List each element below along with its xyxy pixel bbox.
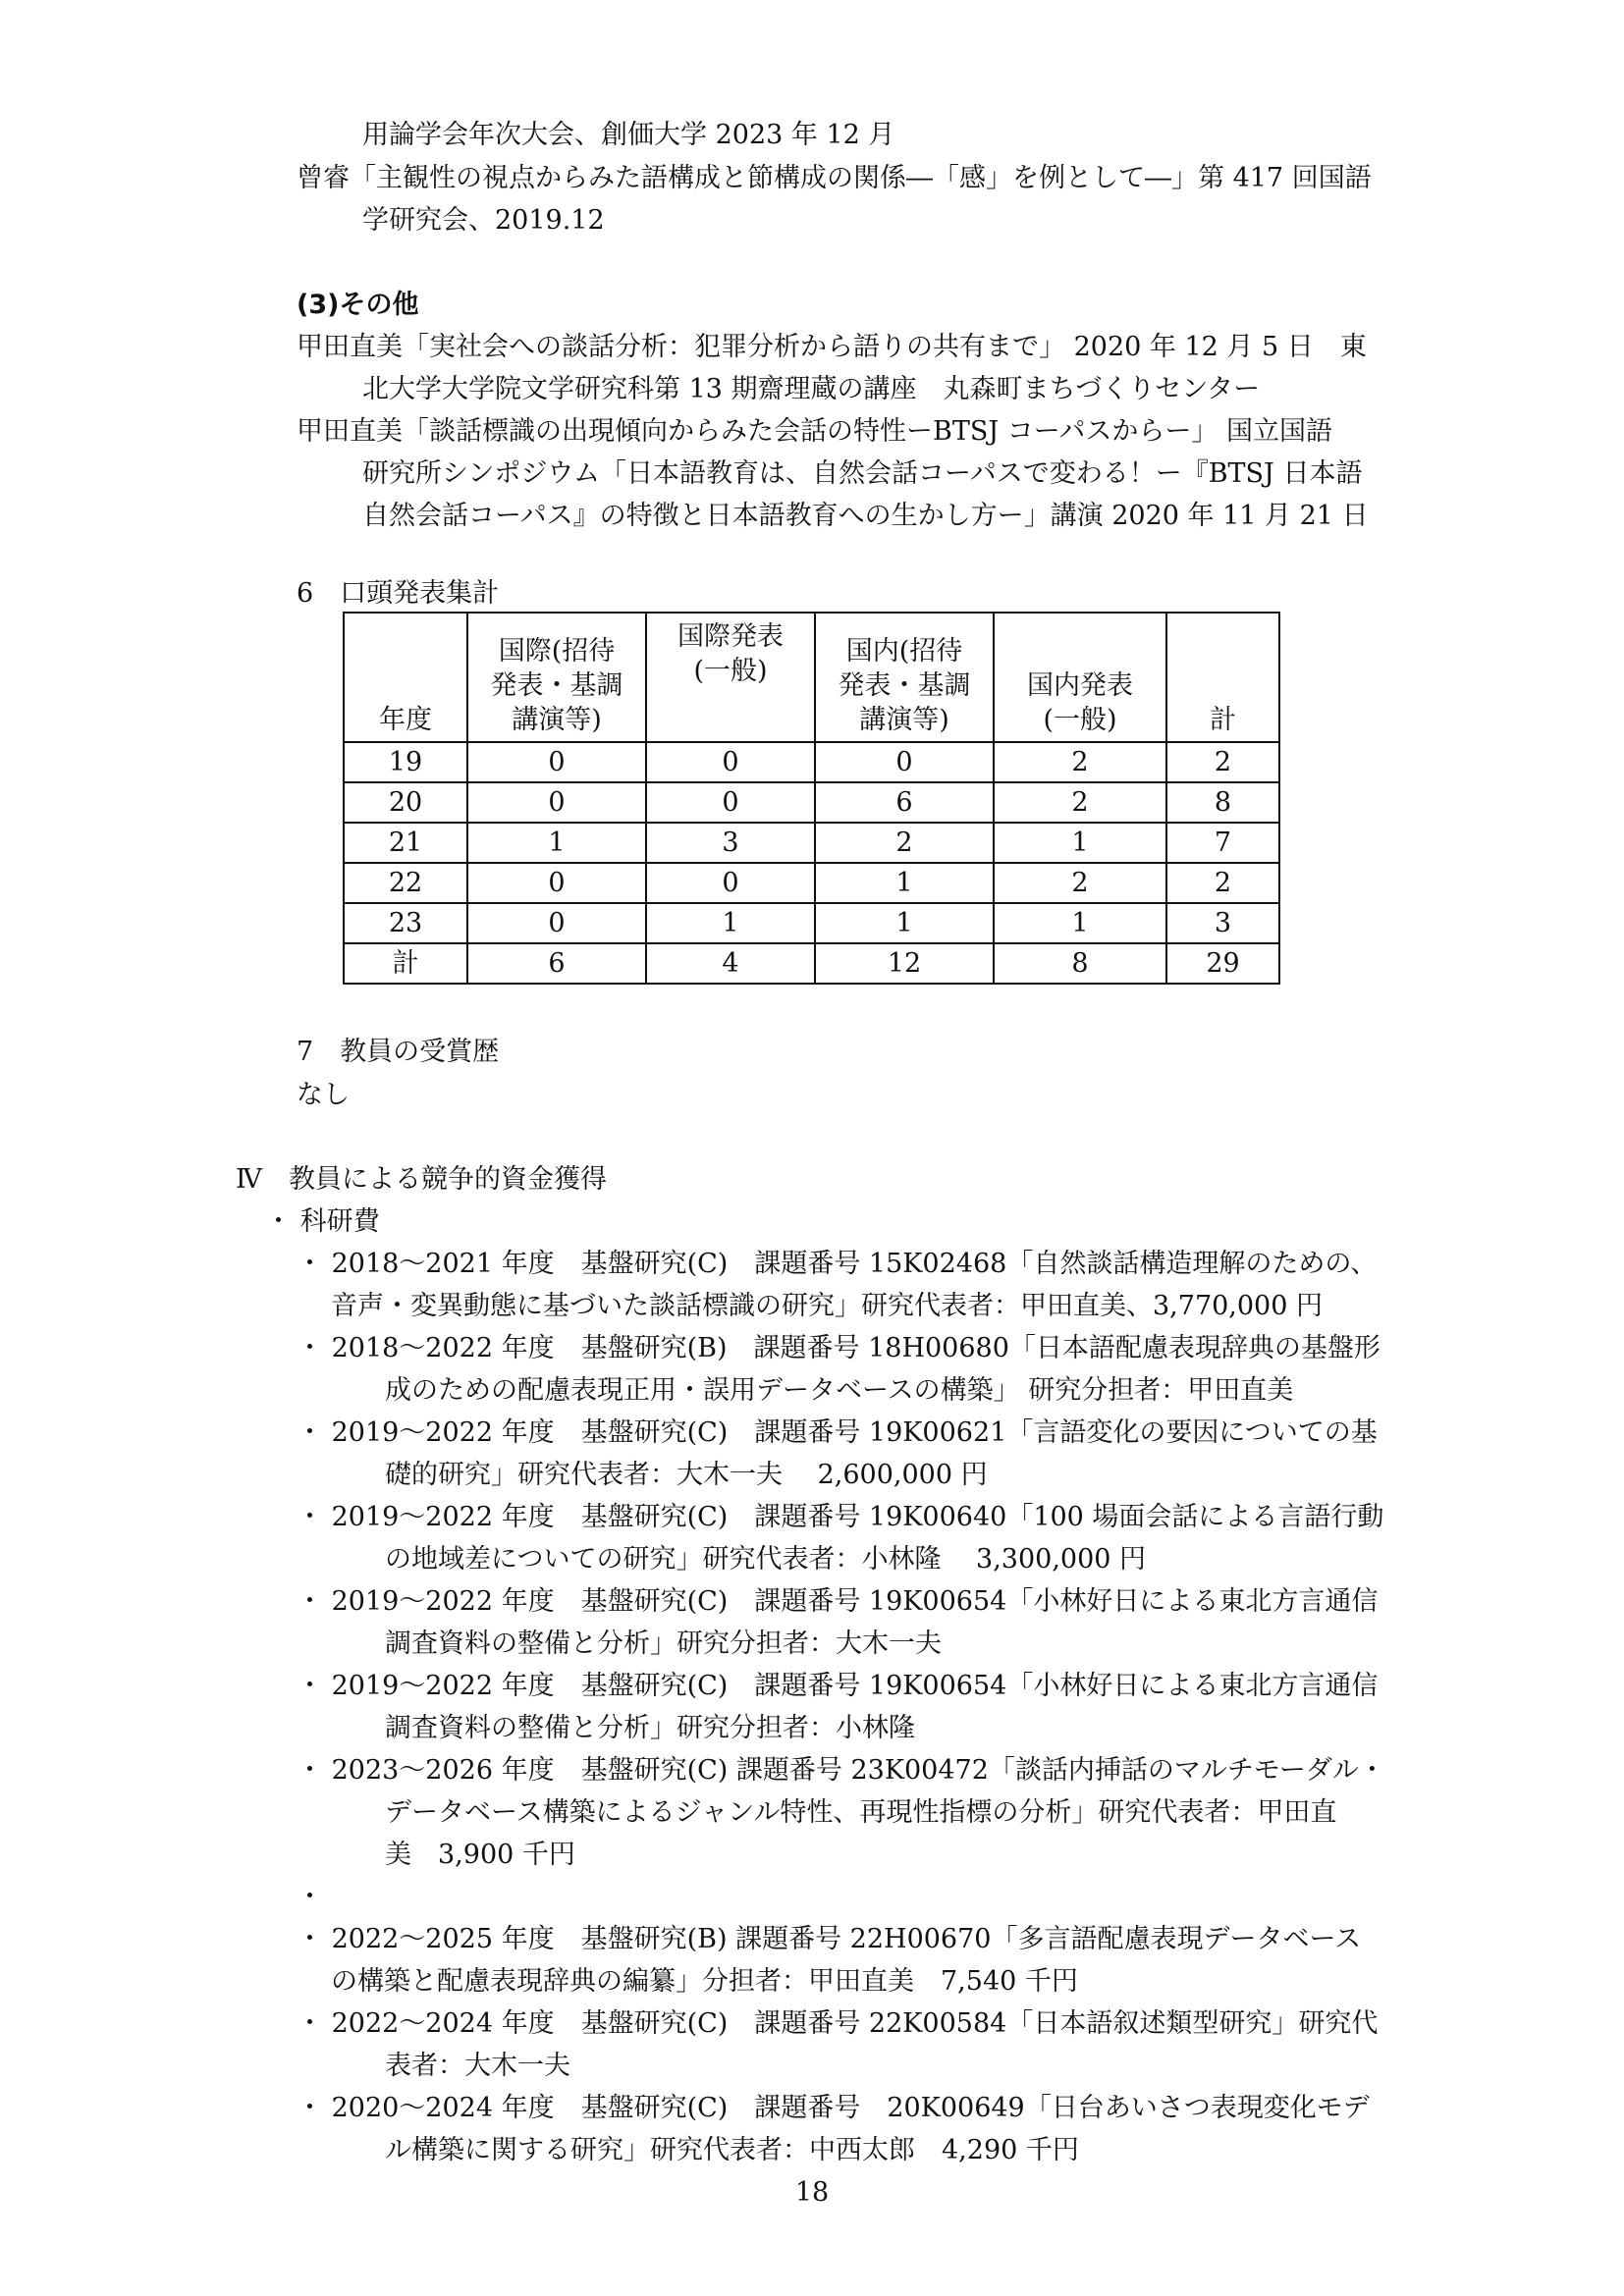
cell-dom-invited: 1 — [815, 903, 994, 943]
cell-total: 8 — [1166, 782, 1279, 823]
cell-total: 2 — [1166, 742, 1279, 782]
entry-other-2-line-1: 甲田直美「談話標識の出現傾向からみた会話の特性ーBTSJ コーパスからー」 国立国語 — [297, 416, 1332, 447]
table-total-row — [344, 943, 1279, 984]
cell-dom-general: 2 — [994, 863, 1166, 903]
header-year: 年度 — [344, 613, 467, 742]
cell-dom-invited: 2 — [815, 823, 994, 863]
table-row — [344, 823, 1279, 863]
cell-dom-general: 2 — [994, 782, 1166, 823]
section-7-title: 7 教員の受賞歴 — [297, 1037, 500, 1067]
entry-zeng-line-2: 学研究会、2019.12 — [362, 205, 605, 236]
prev-entry-continuation: 用論学会年次大会、創価大学 2023 年 12 月 — [362, 120, 895, 150]
grant-4-line-1: ・ 2019～2022 年度 基盤研究(C) 課題番号 19K00640「100 場面会話による言語行動 — [297, 1502, 1384, 1532]
grant-3-line-1: ・ 2019～2022 年度 基盤研究(C) 課題番号 19K00621「言語変化の要因についての基 — [297, 1417, 1378, 1448]
cell-year: 21 — [344, 823, 467, 863]
cell-total: 3 — [1166, 903, 1279, 943]
table-row — [344, 863, 1279, 903]
cell-dom-invited: 1 — [815, 863, 994, 903]
entry-other-2-line-2: 研究所シンポジウム「日本語教育は、自然会話コーパスで変わる！ー『BTSJ 日本語 — [362, 458, 1363, 489]
grant-empty-bullet: ・ — [297, 1882, 323, 1912]
cell-dom-general: 1 — [994, 823, 1166, 863]
grant-5-line-2: 調査資料の整備と分析」研究分担者：大木一夫 — [385, 1629, 942, 1659]
cell-intl-invited: 1 — [467, 823, 646, 863]
header-dom-general: 国内発表 (一般) — [994, 613, 1166, 742]
grant-7-line-1: ・ 2023～2026 年度 基盤研究(C) 課題番号 23K00472「談話内挿話のマルチモーダル・ — [297, 1755, 1385, 1786]
cell-year: 19 — [344, 742, 467, 782]
header-intl-invited: 国際(招待 発表・基調 講演等) — [467, 613, 646, 742]
grant-4-line-2: の地域差についての研究」研究代表者：小林隆 3,300,000 円 — [385, 1544, 1147, 1575]
cell-intl-general: 4 — [646, 943, 815, 984]
cell-dom-invited: 6 — [815, 782, 994, 823]
header-total: 計 — [1166, 613, 1279, 742]
grant-9-line-2: 表者：大木一夫 — [385, 2051, 570, 2081]
grant-6-line-2: 調査資料の整備と分析」研究分担者：小林隆 — [385, 1713, 915, 1743]
cell-dom-general: 1 — [994, 903, 1166, 943]
section-iv-title: Ⅳ 教員による競争的資金獲得 — [236, 1164, 607, 1195]
grant-1-line-2: 音声・変異動態に基づいた談話標識の研究」研究代表者：甲田直美、3,770,000 円 — [331, 1291, 1323, 1321]
grant-8-line-2: の構築と配慮表現辞典の編纂」分担者：甲田直美 7,540 千円 — [331, 1966, 1078, 1997]
cell-intl-invited: 0 — [467, 903, 646, 943]
cell-year: 計 — [344, 943, 467, 984]
entry-other-1-line-1: 甲田直美「実社会への談話分析：犯罪分析から語りの共有まで」 2020 年 12 月 5 日 東 — [297, 332, 1367, 362]
cell-intl-invited: 0 — [467, 742, 646, 782]
table-row — [344, 782, 1279, 823]
cell-intl-invited: 6 — [467, 943, 646, 984]
grant-6-line-1: ・ 2019～2022 年度 基盤研究(C) 課題番号 19K00654「小林好日による東北方言通信 — [297, 1671, 1379, 1701]
entry-other-1-line-2: 北大学大学院文学研究科第 13 期齋理蔵の講座 丸森町まちづくりセンター — [362, 374, 1261, 404]
cell-year: 20 — [344, 782, 467, 823]
section-7-body: なし — [297, 1080, 350, 1110]
cell-year: 22 — [344, 863, 467, 903]
section-6-title: 6 口頭発表集計 — [297, 578, 500, 609]
grant-3-line-2: 礎的研究」研究代表者：大木一夫 2,600,000 円 — [385, 1460, 988, 1490]
cell-dom-general: 8 — [994, 943, 1166, 984]
presentation-tally-table — [343, 612, 1280, 985]
cell-total: 2 — [1166, 863, 1279, 903]
grant-5-line-1: ・ 2019～2022 年度 基盤研究(C) 課題番号 19K00654「小林好日による東北方言通信 — [297, 1586, 1379, 1617]
cell-total: 7 — [1166, 823, 1279, 863]
section-other-heading: (3)その他 — [297, 290, 419, 320]
cell-intl-general: 3 — [646, 823, 815, 863]
cell-dom-invited: 0 — [815, 742, 994, 782]
table-header-row — [344, 613, 1279, 742]
grant-2-line-1: ・ 2018～2022 年度 基盤研究(B) 課題番号 18H00680「日本語配慮表現辞典の基盤形 — [297, 1333, 1380, 1363]
grant-10-line-2: ル構築に関する研究」研究代表者：中西太郎 4,290 千円 — [385, 2135, 1079, 2165]
cell-intl-general: 0 — [646, 782, 815, 823]
grant-7-line-3: 美 3,900 千円 — [385, 1840, 575, 1870]
cell-intl-general: 0 — [646, 742, 815, 782]
grant-7-line-2: データベース構築によるジャンル特性、再現性指標の分析」研究代表者：甲田直 — [385, 1797, 1337, 1828]
cell-intl-invited: 0 — [467, 863, 646, 903]
grant-2-line-2: 成のための配慮表現正用・誤用データベースの構築」 研究分担者：甲田直美 — [385, 1375, 1294, 1406]
cell-dom-general: 2 — [994, 742, 1166, 782]
cell-dom-invited: 12 — [815, 943, 994, 984]
cell-total: 29 — [1166, 943, 1279, 984]
grant-10-line-1: ・ 2020～2024 年度 基盤研究(C) 課題番号 20K00649「日台あいさつ表現変化モデ — [297, 2093, 1370, 2123]
cell-intl-general: 0 — [646, 863, 815, 903]
cell-intl-general: 1 — [646, 903, 815, 943]
cell-year: 23 — [344, 903, 467, 943]
table-row — [344, 742, 1279, 782]
section-iv-sub: ・ 科研費 — [265, 1206, 380, 1237]
grant-8-line-1: ・ 2022～2025 年度 基盤研究(B) 課題番号 22H00670「多言語配慮表現データベース — [297, 1924, 1362, 1954]
cell-intl-invited: 0 — [467, 782, 646, 823]
entry-zeng-line-1: 曾睿「主観性の視点からみた語構成と節構成の関係―「感」を例として―」第 417 回国語 — [297, 163, 1372, 193]
header-dom-invited: 国内(招待 発表・基調 講演等) — [815, 613, 994, 742]
page-number: 18 — [794, 2177, 830, 2208]
grant-9-line-1: ・ 2022～2024 年度 基盤研究(C) 課題番号 22K00584「日本語叙述類型研究」研究代 — [297, 2008, 1379, 2039]
table-row — [344, 903, 1279, 943]
header-intl-general: 国際発表 (一般) — [646, 613, 815, 742]
entry-other-2-line-3: 自然会話コーパス』の特徴と日本語教育への生かし方ー」講演 2020 年 11 月 21 日 — [362, 501, 1369, 531]
grant-1-line-1: ・ 2018～2021 年度 基盤研究(C) 課題番号 15K02468「自然談話構造理解のための、 — [297, 1249, 1378, 1279]
